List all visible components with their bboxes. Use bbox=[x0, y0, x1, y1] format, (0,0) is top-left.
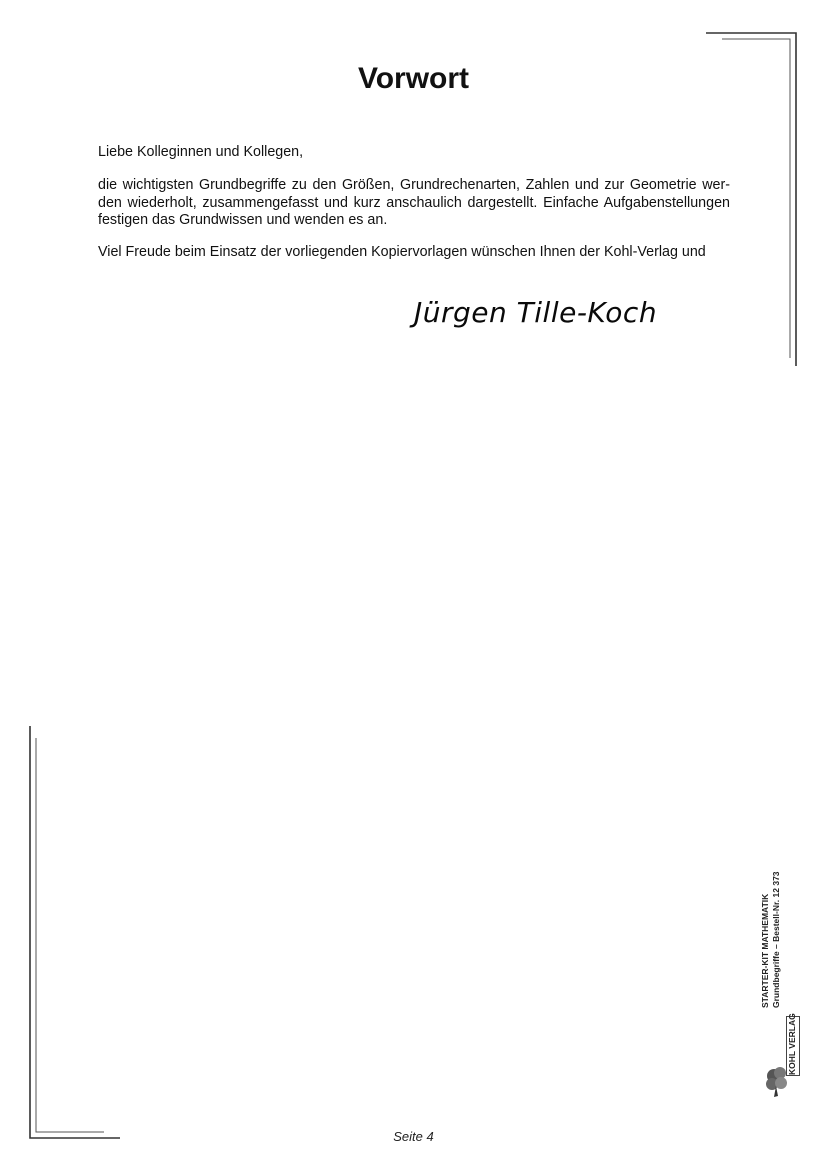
bottom-left-frame-corner bbox=[26, 724, 126, 1142]
page-title: Vorwort bbox=[357, 62, 470, 95]
salutation: Liebe Kolleginnen und Kollegen, bbox=[98, 144, 304, 160]
intro-paragraph: die wichtigsten Grundbegriffe zu den Größen, Grundrechenarten, Zahlen und zur Geometrie wer-den wiederholt, zusammengefasst und kurz anschaulich dargestellt. Einfache Aufgabenstellungen festigen das Grundwissen und wenden es an. bbox=[98, 177, 730, 228]
closing-paragraph: Viel Freude beim Einsatz der vorliegenden Kopiervorlagen wünschen Ihnen der Kohl-Verlag und bbox=[98, 244, 706, 260]
side-info-series: STARTER-KIT MATHEMATIK bbox=[760, 893, 770, 1008]
page-number: Seite 4 bbox=[393, 1129, 434, 1144]
side-info-order-number: Grundbegriffe – Bestell-Nr. 12 373 bbox=[771, 871, 781, 1008]
publisher-logo: KOHL VERLAG bbox=[786, 1016, 800, 1076]
author-signature: Jürgen Tille-Koch bbox=[414, 296, 658, 329]
side-product-info bbox=[760, 828, 796, 1008]
